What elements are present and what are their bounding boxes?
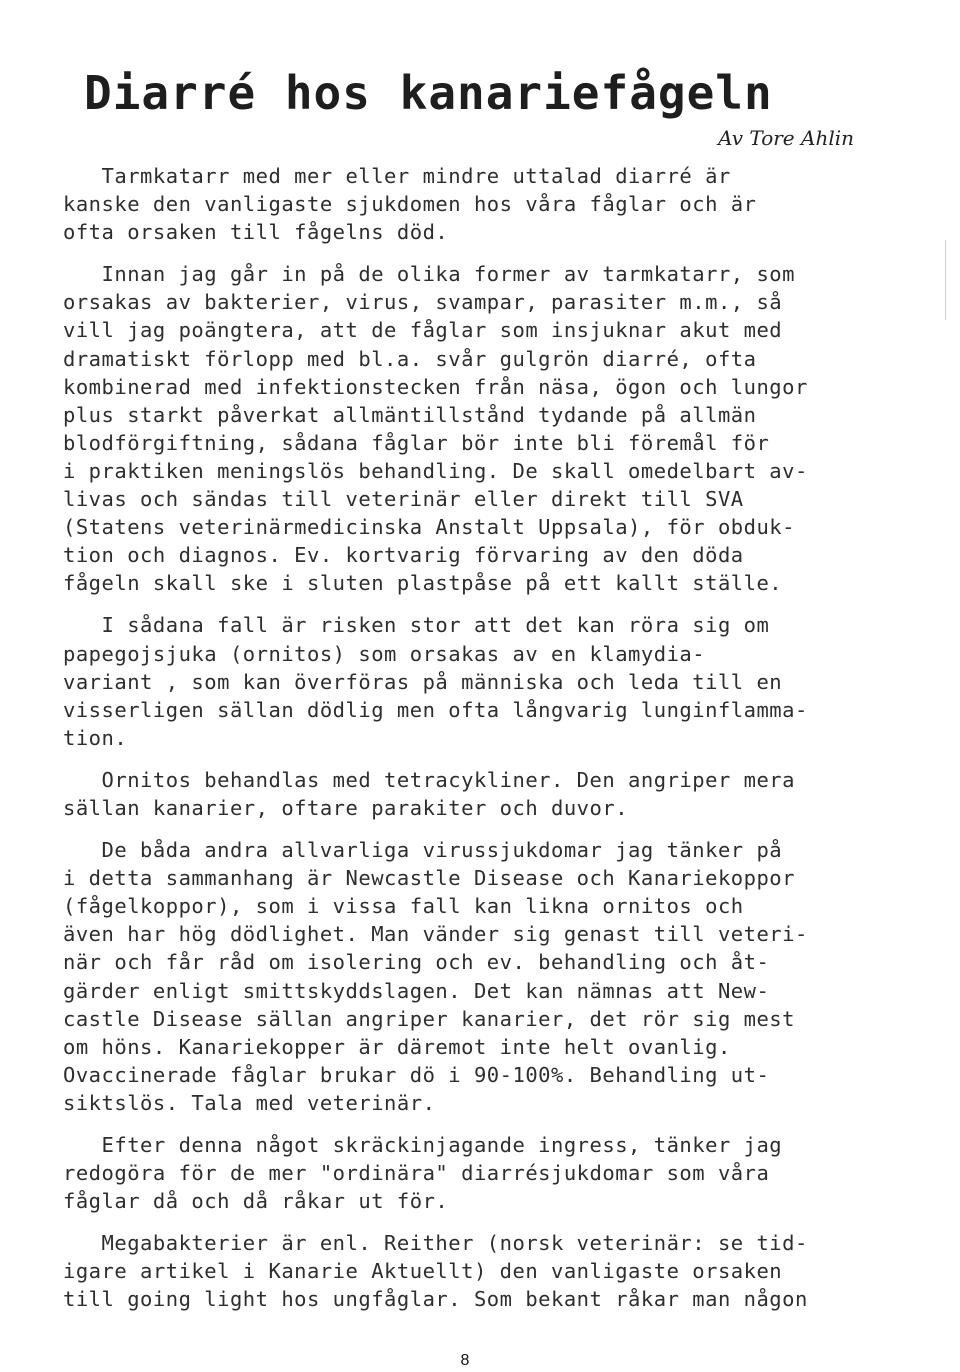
paragraph [63, 260, 893, 597]
text-line: blodförgiftning, sådana fåglar bör inte bli föremål för [63, 430, 770, 455]
text-line: redogöra för de mer "ordinära" diarrésjukdomar som våra [63, 1161, 770, 1186]
paragraph-gap [63, 1215, 893, 1229]
text-line: sällan kanarier, oftare parakiter och duvor. [63, 795, 629, 820]
paragraph [63, 766, 893, 822]
text-line: kanske den vanligaste sjukdomen hos våra fåglar och är [63, 192, 757, 217]
text-line: castle Disease sällan angriper kanarier, det rör sig mest [63, 1006, 795, 1031]
text-line: även har hög dödlighet. Man vänder sig genast till veteri- [63, 922, 808, 947]
text-line: (fågelkoppor), som i vissa fall kan likna ornitos och [63, 894, 744, 919]
text-line: siktslös. Tala med veterinär. [63, 1090, 436, 1115]
text-line: De båda andra allvarliga virussjukdomar jag tänker på [63, 838, 783, 863]
text-line: tion. [63, 725, 128, 750]
paragraph [63, 611, 893, 751]
text-line: variant , som kan överföras på människa och leda till en [63, 669, 783, 694]
paragraph [63, 162, 893, 246]
paragraph [63, 1229, 893, 1313]
text-line: igare artikel i Kanarie Aktuellt) den vanligaste orsaken [63, 1259, 783, 1284]
text-line: gärder enligt smittskyddslagen. Det kan nämnas att New- [63, 978, 770, 1003]
text-line: i detta sammanhang är Newcastle Disease och Kanariekoppor [63, 866, 795, 891]
paragraph [63, 836, 893, 1117]
paragraph-gap [63, 597, 893, 611]
text-line: visserligen sällan dödlig men ofta långvarig lunginflamma- [63, 697, 808, 722]
article-title: Diarré hos kanariefågeln [84, 66, 773, 120]
paragraph-gap [63, 752, 893, 766]
text-line: (Statens veterinärmedicinska Anstalt Uppsala), för obduk- [63, 515, 795, 540]
text-line: livas och sändas till veterinär eller direkt till SVA [63, 487, 744, 512]
scan-edge-mark [945, 240, 946, 320]
text-line: orsakas av bakterier, virus, svampar, parasiter m.m., så [63, 290, 783, 315]
paragraph-gap [63, 822, 893, 836]
page-number: 8 [460, 1352, 470, 1369]
text-line: Tarmkatarr med mer eller mindre uttalad diarré är [63, 164, 731, 188]
text-line: Megabakterier är enl. Reither (norsk veterinär: se tid- [63, 1231, 808, 1256]
text-line: om höns. Kanariekopper är däremot inte helt ovanlig. [63, 1034, 731, 1059]
paragraph-gap [63, 1117, 893, 1131]
text-line: kombinerad med infektionstecken från näsa, ögon och lungor [63, 374, 808, 399]
article-byline: Av Tore Ahlin [718, 126, 854, 150]
article-body [63, 162, 893, 1314]
text-line: i praktiken meningslös behandling. De skall omedelbart av- [63, 458, 808, 483]
text-line: ofta orsaken till fågelns död. [63, 220, 449, 245]
text-line: till going light hos ungfåglar. Som bekant råkar man någon [63, 1287, 808, 1312]
text-line: Ovaccinerade fåglar brukar dö i 90-100%. Behandling ut- [63, 1062, 770, 1087]
text-line: vill jag poängtera, att de fåglar som insjuknar akut med [63, 318, 783, 343]
text-line: plus starkt påverkat allmäntillstånd tydande på allmän [63, 402, 757, 427]
text-line: tion och diagnos. Ev. kortvarig förvaring av den döda [63, 543, 744, 568]
text-line: fågeln skall ske i sluten plastpåse på ett kallt ställe. [63, 571, 783, 596]
text-line: när och får råd om isolering och ev. behandling och åt- [63, 950, 770, 975]
text-line: Ornitos behandlas med tetracykliner. Den angriper mera [63, 767, 795, 792]
text-line: fåglar då och då råkar ut för. [63, 1189, 449, 1214]
text-line: Efter denna något skräckinjagande ingress, tänker jag [63, 1133, 783, 1157]
paragraph-gap [63, 246, 893, 260]
text-line: papegojsjuka (ornitos) som orsakas av en klamydia- [63, 641, 706, 666]
text-line: I sådana fall är risken stor att det kan röra sig om [63, 613, 770, 638]
text-line: dramatiskt förlopp med bl.a. svår gulgrön diarré, ofta [63, 346, 757, 371]
text-line: Innan jag går in på de olika former av tarmkatarr, som [63, 262, 795, 287]
paragraph [63, 1131, 893, 1215]
